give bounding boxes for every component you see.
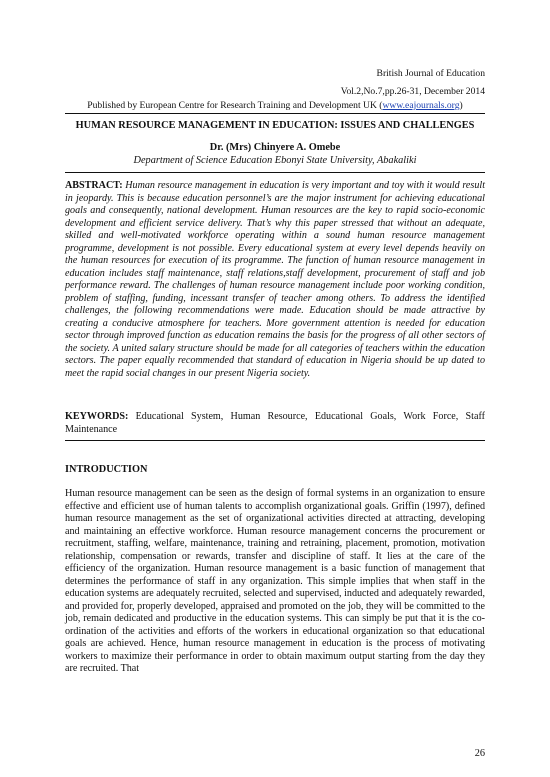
keywords-text: Educational System, Human Resource, Educational Goals, Work Force, Staff Maintenance	[65, 411, 485, 435]
abstract-text: Human resource management in education is very important and toy with it would result in jeopardy. This is because education personnel’s are the major instrument for achieving educational goals and consequently, national development. Human resources are the key to rapid socio-economic development and efficient service delivery. That’s why this paper stressed that without an adequate, skilled and well-motivated workforce operating within a sound human resource management programme, development is not possible. Every educational system at every level depends heavily on the human resources for execution of its programme. The function of human resource management in education includes staff maintenance, staff relations,staff development, procurement of staff and job performance reward. The challenges of human resource management include poor working condition, problem of staffing, funding, incessant transfer of teacher among others. To address the identified challenges, the following recommendations were made. Education should be made attractive by creating a conducive atmosphere for teachers. More government attention is needed for education sector through improved function as education remains the basis for the progress of all other sectors of the society. A united salary structure should be made for all categories of teachers within the education sectors. The paper equally recommended that standard of education in Nigeria should be up dated to meet the rapid social changes in our present Nigeria society.	[65, 180, 485, 379]
journal-name: British Journal of Education	[376, 68, 485, 79]
author-name: Dr. (Mrs) Chinyere A. Omebe	[209, 142, 341, 153]
bottom-divider	[65, 440, 485, 441]
publisher-link[interactable]: www.eajournals.org	[382, 100, 460, 111]
publisher-suffix: )	[459, 100, 463, 111]
abstract-label: ABSTRACT:	[65, 180, 123, 191]
introduction-paragraph: Human resource management can be seen as the design of formal systems in an organization to ensure effective and efficient use of human talents to accomplish organizational goals. Griffin (1997), defined human resource management as the set of organizational activities directed at attracting, developing and maintaining an effective workforce. Human resource management concerns the procurement or recruitment, staffing, welfare, maintenance, training and retraining, placement, promotion, motivation relationship, compensation or rewards, transfer and discipline of staff. It lies at the care of the efficiency of the organization. Human resource management is a basic function of management that determines the performance of staff in any organization. This simple implies that when staff in the education systems are adequately recruited, selected and supervised, inducted and adequately rewarded, and provided for, properly developed, appraised and promoted on the job, they will be committed to the job, remain dedicated and productive in the education systems. This can simply be put that it is the co-ordination of the activities and efforts of the workers in educational organization so that educational goals are achieved. Hence, human resource management in education is the process of motivating workers to maximize their performance in order to obtain maximum output starting from the day they are recruited. That	[65, 488, 485, 674]
section-heading-introduction: INTRODUCTION	[65, 464, 148, 475]
top-divider	[65, 172, 485, 173]
abstract	[65, 180, 485, 380]
paper-title: HUMAN RESOURCE MANAGEMENT IN EDUCATION: ISSUES AND CHALLENGES	[75, 120, 475, 131]
author-affiliation: Department of Science Education Ebonyi State University, Abakaliki	[133, 155, 417, 166]
keywords	[65, 411, 485, 436]
publisher-line	[65, 100, 485, 114]
volume-info: Vol.2,No.7,pp.26-31, December 2014	[340, 86, 485, 97]
keywords-label: KEYWORDS:	[65, 411, 129, 422]
page-number: 26	[474, 748, 485, 759]
publisher-prefix: Published by European Centre for Research Training and Development UK (	[87, 100, 383, 111]
